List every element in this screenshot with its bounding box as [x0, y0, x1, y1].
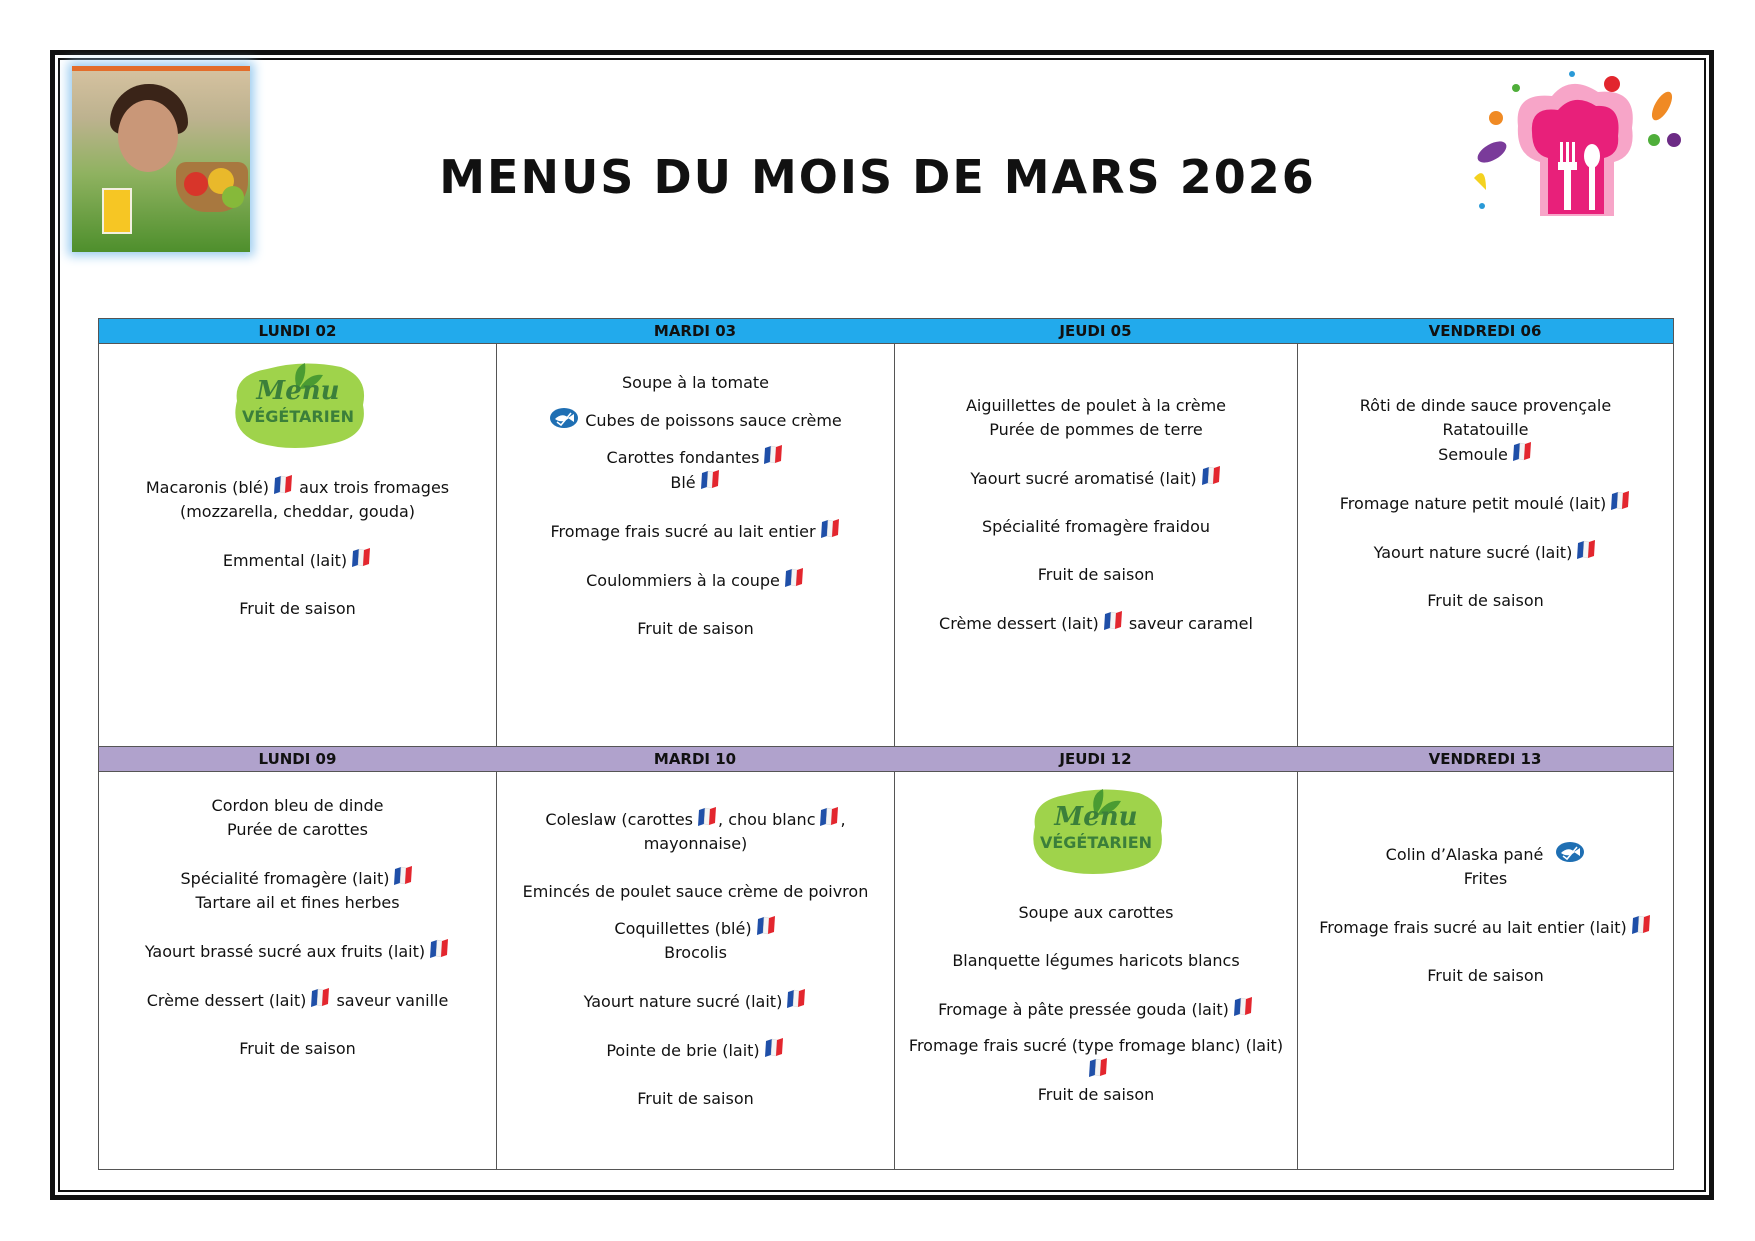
menu-item: Yaourt sucré aromatisé (lait)	[970, 469, 1197, 488]
france-flag-icon	[696, 807, 718, 827]
day-header: LUNDI 02	[258, 322, 337, 340]
menu-cell-vendredi-06	[1298, 394, 1673, 613]
menu-item: Purée de pommes de terre	[989, 420, 1203, 439]
france-flag-icon	[785, 989, 807, 1009]
menu-item: Pointe de brie (lait)	[606, 1041, 760, 1060]
svg-text:Menu: Menu	[1054, 802, 1138, 832]
menu-item: Purée de carottes	[227, 820, 368, 839]
menu-item: Fruit de saison	[1427, 591, 1544, 610]
france-flag-icon	[763, 1038, 785, 1058]
menu-item: Spécialité fromagère fraidou	[981, 517, 1211, 536]
france-flag-icon	[818, 807, 840, 827]
menu-item: Soupe aux carottes	[1018, 903, 1174, 922]
menu-item: Rôti de dinde sauce provençale	[1359, 396, 1612, 415]
menu-item: Carottes fondantes	[606, 448, 760, 467]
menu-item: Fruit de saison	[239, 599, 356, 618]
menu-item: Fromage frais sucré (type fromage blanc) (lait)	[908, 1036, 1284, 1055]
france-flag-icon	[1511, 442, 1533, 462]
france-flag-icon	[699, 470, 721, 490]
menu-item: Fruit de saison	[637, 619, 754, 638]
day-header: MARDI 10	[653, 750, 737, 768]
menu-item: Fromage frais sucré au lait entier	[550, 522, 816, 541]
france-flag-icon	[1200, 466, 1222, 486]
menu-item: saveur caramel	[1128, 614, 1253, 633]
france-flag-icon	[392, 866, 414, 886]
menu-item: Colin d’Alaska pané	[1385, 845, 1544, 864]
day-header: MARDI 03	[653, 322, 737, 340]
menu-item: Crème dessert (lait)	[939, 614, 1099, 633]
menu-item: (mozzarella, cheddar, gouda)	[179, 502, 416, 521]
menu-item: Blanquette légumes haricots blancs	[952, 951, 1240, 970]
day-header: LUNDI 09	[258, 750, 337, 768]
menu-item: Coquillettes (blé)	[614, 919, 752, 938]
france-flag-icon	[1087, 1058, 1109, 1078]
menu-item: Aiguillettes de poulet à la crème	[965, 396, 1227, 415]
france-flag-icon	[272, 475, 294, 495]
menu-item: Fruit de saison	[1037, 565, 1155, 584]
menu-cell-vendredi-13	[1298, 841, 1673, 988]
menu-item: Fruit de saison	[637, 1089, 754, 1108]
france-flag-icon	[350, 548, 372, 568]
menu-item: Fruit de saison	[1037, 1085, 1155, 1104]
france-flag-icon	[1102, 611, 1124, 631]
menu-item: Fruit de saison	[239, 1039, 356, 1058]
svg-text:VÉGÉTARIEN: VÉGÉTARIEN	[241, 407, 354, 426]
menu-item: Cubes de poissons sauce crème	[585, 411, 842, 430]
menu-item: , chou blanc	[718, 810, 816, 829]
menu-item: ,	[840, 810, 846, 829]
france-flag-icon	[1575, 540, 1597, 560]
france-flag-icon	[1609, 491, 1631, 511]
day-header: JEUDI 12	[1059, 750, 1132, 768]
menu-cell-jeudi-12	[895, 781, 1297, 1107]
france-flag-icon	[755, 916, 777, 936]
menu-item: Macaronis (blé)	[145, 478, 270, 497]
france-flag-icon	[1630, 915, 1652, 935]
menu-item: Semoule	[1438, 445, 1508, 464]
menu-item: Spécialité fromagère (lait)	[180, 869, 390, 888]
menu-item: Fromage nature petit moulé (lait)	[1339, 494, 1607, 513]
menu-item: Emmental (lait)	[222, 551, 348, 570]
sustainable-fish-label-icon	[549, 407, 579, 429]
menu-item: Coleslaw (carottes	[545, 810, 694, 829]
menu-item: Yaourt nature sucré (lait)	[583, 992, 783, 1011]
menu-item: Crème dessert (lait)	[146, 991, 307, 1010]
day-header: VENDREDI 06	[1428, 322, 1542, 340]
menu-item: Emincés de poulet sauce crème de poivron	[522, 882, 869, 901]
menu-item: Coulommiers à la coupe	[586, 571, 780, 590]
menu-item: Yaourt brassé sucré aux fruits (lait)	[144, 942, 426, 961]
menu-table	[98, 318, 1674, 1170]
menu-item: Fromage frais sucré au lait entier (lait)	[1319, 918, 1627, 937]
menu-item: Blé	[670, 473, 696, 492]
page-title: MENUS DU MOIS DE MARS 2026	[439, 150, 1316, 204]
vegetarian-menu-badge	[1021, 781, 1171, 881]
menu-item: Fromage à pâte pressée gouda (lait)	[938, 1000, 1229, 1019]
menu-item: Frites	[1463, 869, 1508, 888]
svg-text:VÉGÉTARIEN: VÉGÉTARIEN	[1039, 833, 1153, 852]
menu-cell-mardi-03	[497, 371, 894, 641]
menu-item: saveur vanille	[336, 991, 449, 1010]
menu-cell-jeudi-05	[895, 394, 1297, 636]
menu-item: Ratatouille	[1442, 420, 1529, 439]
day-header: VENDREDI 13	[1428, 750, 1542, 768]
menu-cell-lundi-02	[99, 355, 496, 621]
france-flag-icon	[309, 988, 331, 1008]
vegetarian-menu-badge	[223, 355, 373, 455]
menu-cell-mardi-10	[497, 807, 894, 1111]
france-flag-icon	[762, 445, 784, 465]
menu-item: Cordon bleu de dinde	[211, 796, 384, 815]
menu-item: Soupe à la tomate	[622, 373, 769, 392]
menu-item: Yaourt nature sucré (lait)	[1373, 543, 1573, 562]
menu-item: Tartare ail et fines herbes	[195, 893, 400, 912]
menu-item: aux trois fromages	[299, 478, 450, 497]
day-header: JEUDI 05	[1059, 322, 1132, 340]
menu-item: Fruit de saison	[1427, 966, 1544, 985]
sustainable-fish-label-icon	[1555, 841, 1585, 863]
menu-cell-lundi-09	[99, 794, 496, 1061]
menu-item: mayonnaise)	[643, 834, 748, 853]
france-flag-icon	[428, 939, 450, 959]
france-flag-icon	[783, 568, 805, 588]
week2-header-row	[99, 746, 1673, 772]
svg-text:Menu: Menu	[255, 376, 340, 406]
week1-header-row	[99, 319, 1673, 344]
france-flag-icon	[1232, 997, 1254, 1017]
france-flag-icon	[819, 519, 841, 539]
menu-item: Brocolis	[664, 943, 727, 962]
